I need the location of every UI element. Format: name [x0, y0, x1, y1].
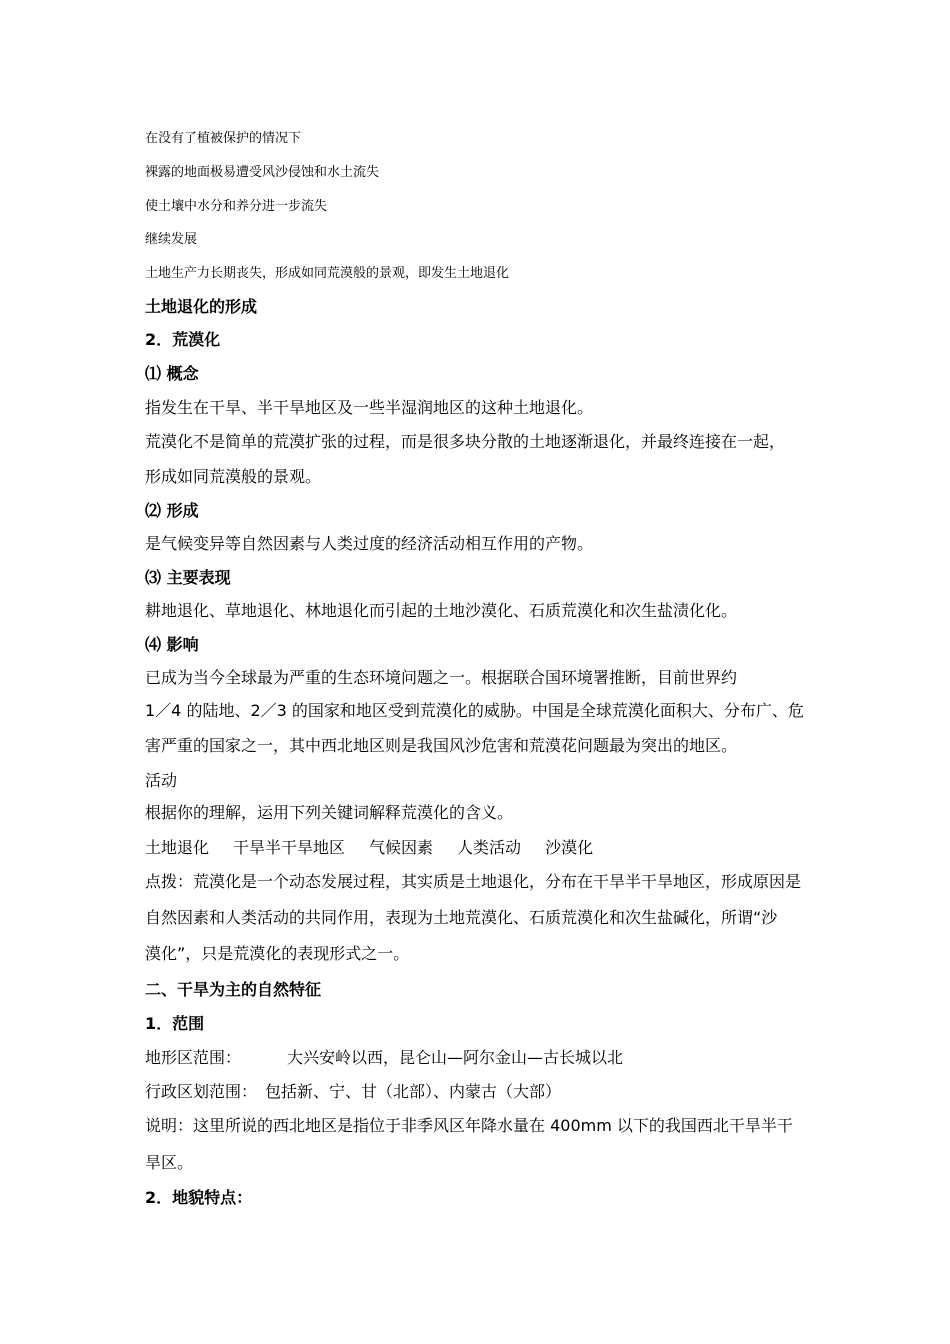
impact-paragraph-3: 害严重的国家之一，其中西北地区则是我国风沙危害和荒漠花问题最为突出的地区。 — [145, 736, 738, 755]
concept-heading: ⑴ 概念 — [145, 364, 199, 383]
note-paragraph-1: 说明：这里所说的西北地区是指位于非季风区年降水量在 400mm 以下的我国西北干旱半干 — [145, 1116, 793, 1135]
admin-value: 包括新、宁、甘（北部）、内蒙古（大部） — [265, 1082, 562, 1101]
terrain-label: 地形区范围： — [145, 1048, 242, 1067]
landform-heading: 2．地貌特点： — [145, 1188, 253, 1207]
flow-step-3: 使土壤中水分和养分进一步流失 — [145, 199, 328, 214]
terrain-scope — [145, 1045, 623, 1068]
impact-heading: ⑷ 影响 — [145, 635, 199, 654]
keyword-5: 沙漠化 — [545, 838, 594, 857]
formation-text: 是气候变异等自然因素与人类过度的经济活动相互作用的产物。 — [145, 534, 594, 553]
scope-heading: 1．范围 — [145, 1014, 205, 1033]
keyword-4: 人类活动 — [457, 838, 522, 857]
admin-scope — [145, 1079, 561, 1102]
activity-instruction: 根据你的理解，运用下列关键词解释荒漠化的含义。 — [145, 803, 514, 822]
note-paragraph-2: 旱区。 — [145, 1153, 194, 1172]
forms-text: 耕地退化、草地退化、林地退化而引起的土地沙漠化、石质荒漠化和次生盐渍化化。 — [145, 601, 738, 620]
keyword-list — [145, 835, 593, 858]
impact-paragraph-1: 已成为当今全球最为严重的生态环境问题之一。根据联合国环境署推断，目前世界约 — [145, 668, 738, 687]
figure-caption: 土地退化的形成 — [145, 297, 258, 316]
hint-paragraph-3: 漠化”，只是荒漠化的表现形式之一。 — [145, 944, 410, 963]
flow-step-5: 土地生产力长期丧失，形成如同荒漠般的景观，即发生土地退化 — [145, 266, 510, 281]
part2-heading: 二、干旱为主的自然特征 — [145, 980, 322, 999]
admin-label: 行政区划范围： — [145, 1082, 258, 1101]
terrain-value: 大兴安岭以西，昆仑山—阿尔金山—古长城以北 — [287, 1048, 624, 1067]
concept-paragraph-2a: 荒漠化不是简单的荒漠扩张的过程，而是很多块分散的土地逐渐退化，并最终连接在一起， — [145, 432, 786, 451]
hint-paragraph-1: 点拨：荒漠化是一个动态发展过程，其实质是土地退化，分布在干旱半干旱地区，形成原因是 — [145, 872, 802, 891]
keyword-2: 干旱半干旱地区 — [233, 838, 346, 857]
concept-paragraph-2b: 形成如同荒漠般的景观。 — [145, 467, 322, 486]
concept-paragraph-1: 指发生在干旱、半干旱地区及一些半湿润地区的这种土地退化。 — [145, 398, 594, 417]
keyword-3: 气候因素 — [369, 838, 434, 857]
impact-paragraph-2: 1／4 的陆地、2／3 的国家和地区受到荒漠化的威胁。中国是全球荒漠化面积大、分布广、危 — [145, 701, 804, 720]
formation-heading: ⑵ 形成 — [145, 501, 199, 520]
forms-heading: ⑶ 主要表现 — [145, 568, 231, 587]
flow-step-1: 在没有了植被保护的情况下 — [145, 131, 302, 146]
activity-label: 活动 — [145, 771, 178, 790]
section-heading-desertification: 2．荒漠化 — [145, 330, 221, 349]
hint-paragraph-2: 自然因素和人类活动的共同作用，表现为土地荒漠化、石质荒漠化和次生盐碱化，所谓“沙 — [145, 908, 778, 927]
keyword-1: 土地退化 — [145, 838, 210, 857]
flow-step-2: 裸露的地面极易遭受风沙侵蚀和水土流失 — [145, 165, 380, 180]
flow-step-4: 继续发展 — [145, 232, 198, 247]
